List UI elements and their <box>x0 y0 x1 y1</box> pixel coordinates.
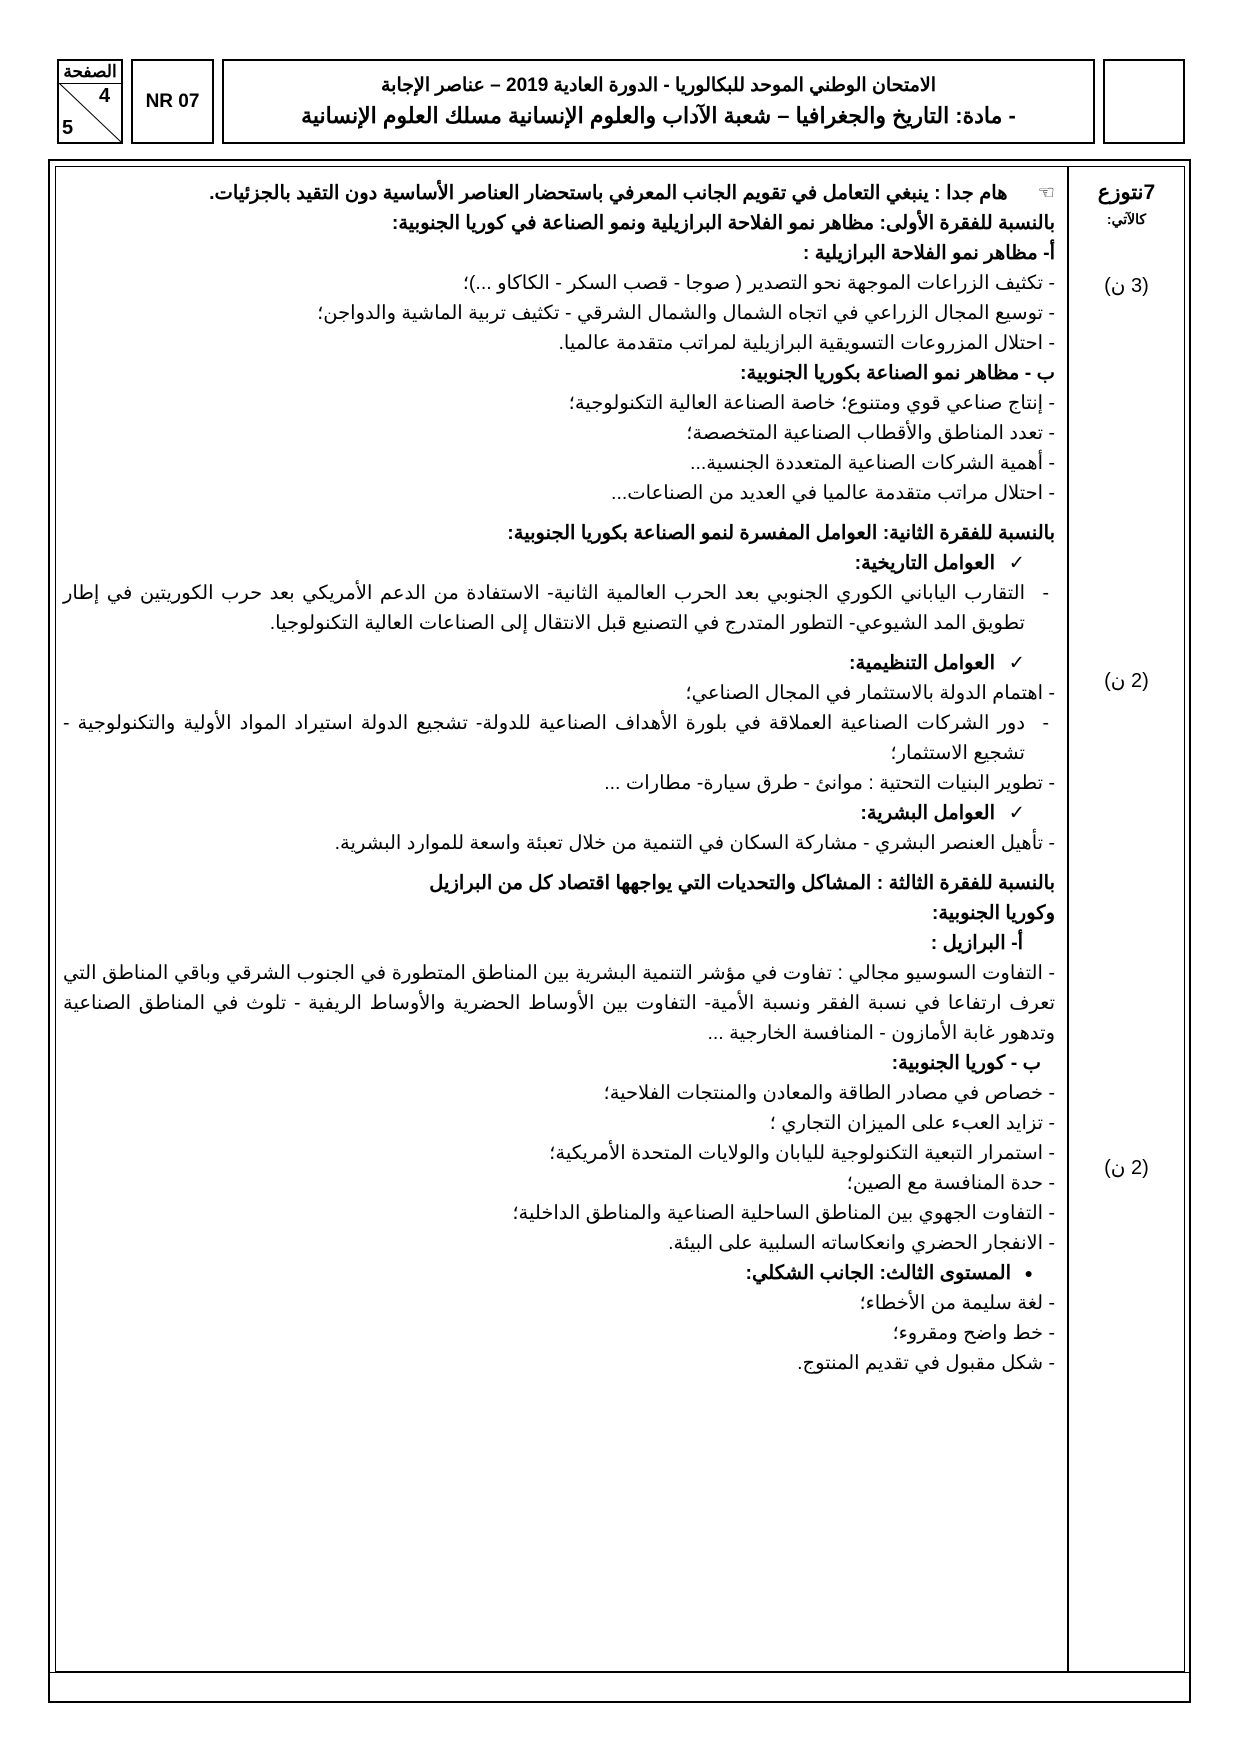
list-item: - حدة المنافسة مع الصين؛ <box>846 1172 1055 1194</box>
list-item: - تطوير البنيات التحتية : موانئ - طرق سيارة- مطارات ... <box>604 772 1055 794</box>
part3-b-title: ب - كوريا الجنوبية: <box>891 1052 1041 1074</box>
level3-title: ● المستوى الثالث: الجانب الشكلي: <box>63 1258 1055 1288</box>
checkmark-icon: ✓ <box>1008 652 1025 674</box>
page-label: الصفحة <box>63 62 117 81</box>
answer-content <box>63 178 1055 1378</box>
list-item: - احتلال المزروعات التسويقية البرازيلية لمراتب متقدمة عالميا. <box>558 332 1055 354</box>
part3-brazil-text: - التفاوت السوسيو مجالي : تفاوت في مؤشر التنمية البشرية بين المناطق المتطورة في الجنوب الشرقي وباقي المناطق التي تعرف ارتفاعا في نسبة الفقر ونسبة الأمية- التفاوت بين الأوساط الحضرية والأوساط الريفية - تلوث في المناطق الصناعية وتدهور غابة الأمازون - المنافسة الخارجية ... <box>63 962 1055 1044</box>
list-item: - أهمية الشركات الصناعية المتعددة الجنسية... <box>690 452 1055 474</box>
exam-code: NR 07 <box>145 91 200 112</box>
list-item: - إنتاج صناعي قوي ومتنوع؛ خاصة الصناعة العالية التكنولوجية؛ <box>568 392 1055 414</box>
list-item: - خط واضح ومقروء؛ <box>892 1322 1055 1344</box>
checkmark-icon: ✓ <box>1008 802 1025 824</box>
page-total: 5 <box>62 117 74 139</box>
list-item: - توسيع المجال الزراعي في اتجاه الشمال والشمال الشرقي - تكثيف تربية الماشية والدواجن؛ <box>317 302 1055 324</box>
list-item: - احتلال مراتب متقدمة عالميا في العديد من الصناعات... <box>611 482 1055 504</box>
points-part1: (3 ن) <box>1104 275 1149 297</box>
frame-bottom-line <box>48 1672 1191 1673</box>
part1-b-title: ب - مظاهر نمو الصناعة بكوريا الجنوبية: <box>740 362 1055 384</box>
list-item: - تعدد المناطق والأقطاب الصناعية المتخصصة؛ <box>686 422 1055 444</box>
points-title-line2: كالآتي: <box>1106 211 1147 227</box>
list-item: - تكثيف الزراعات الموجهة نحو التصدير ( صوجا - قصب السكر - الكاكاو ...)؛ <box>462 272 1055 294</box>
part1-a-title: أ- مظاهر نمو الفلاحة البرازيلية : <box>802 242 1055 264</box>
part3-title: بالنسبة للفقرة الثالثة : المشاكل والتحديات التي يواجهها اقتصاد كل من البرازيل وكوريا الجنوبية: <box>429 872 1055 924</box>
important-note <box>63 178 1055 208</box>
part2-title: بالنسبة للفقرة الثانية: العوامل المفسرة لنمو الصناعة بكوريا الجنوبية: <box>507 522 1055 544</box>
list-item: - تزايد العبء على الميزان التجاري ؛ <box>769 1112 1055 1134</box>
important-note-text: هام جدا : ينبغي التعامل في تقويم الجانب المعرفي باستحضار العناصر الأساسية دون التقيد بالجزئيات. <box>209 182 1008 204</box>
points-title-line1: 7نتوزع <box>1097 181 1156 204</box>
bullet-icon: ● <box>1024 1265 1033 1281</box>
hand-pointer-icon: ☜ <box>1037 182 1055 204</box>
list-item: - خصاص في مصادر الطاقة والمعادن والمنتجات الفلاحية؛ <box>603 1082 1055 1104</box>
exam-title-line2: - مادة: التاريخ والجغرافيا – شعبة الآداب والعلوم الإنسانية مسلك العلوم الإنسانية <box>301 103 1016 128</box>
historical-factors-text: - التقارب الياباني الكوري الجنوبي بعد الحرب العالمية الثانية- الاستفادة من الدعم الأمريكي بعد حرب الكوريتين في إطار تطويق المد الشيوعي- التطور المتدرج في التصنيع قبل الانتقال إلى الصناعات العالية التكنولوجيا. <box>63 582 1049 634</box>
list-item: - استمرار التبعية التكنولوجية لليابان والولايات المتحدة الأمريكية؛ <box>549 1142 1055 1164</box>
list-item: - الانفجار الحضري وانعكاساته السلبية على البيئة. <box>668 1232 1055 1254</box>
list-item: - تأهيل العنصر البشري - مشاركة السكان في التنمية من خلال تعبئة واسعة للموارد البشرية. <box>334 832 1055 854</box>
part3-a-title: أ- البرازيل : <box>930 932 1023 954</box>
points-box <box>1068 166 1185 1672</box>
exam-title-box <box>222 59 1095 144</box>
historical-factors-title: ✓ العوامل التاريخية: <box>63 548 1055 578</box>
page-number: 4 <box>99 85 111 107</box>
list-item: - شكل مقبول في تقديم المنتوج. <box>797 1352 1055 1374</box>
list-item: - اهتمام الدولة بالاستثمار في المجال الصناعي؛ <box>685 682 1055 704</box>
list-item: - دور الشركات الصناعية العملاقة في بلورة الأهداف الصناعية للدولة- تشجيع الدولة استيراد المواد الأولية والتكنولوجية - تشجيع الاستثمار؛ <box>63 712 1049 764</box>
exam-title-line1: الامتحان الوطني الموحد للبكالوريا - الدورة العادية 2019 – عناصر الإجابة <box>380 75 937 96</box>
header-empty-box <box>1103 59 1185 144</box>
list-item: - لغة سليمة من الأخطاء؛ <box>859 1292 1055 1314</box>
page-number-box <box>57 59 123 144</box>
organizational-factors-title: ✓ العوامل التنظيمية: <box>63 648 1055 678</box>
points-part2: (2 ن) <box>1104 670 1149 692</box>
part1-title: بالنسبة للفقرة الأولى: مظاهر نمو الفلاحة البرازيلية ونمو الصناعة في كوريا الجنوبية: <box>391 212 1055 234</box>
exam-code-box <box>131 59 214 144</box>
checkmark-icon: ✓ <box>1008 552 1025 574</box>
list-item: - التفاوت الجهوي بين المناطق الساحلية الصناعية والمناطق الداخلية؛ <box>512 1202 1055 1224</box>
human-factors-title: ✓ العوامل البشرية: <box>63 798 1055 828</box>
points-part3: (2 ن) <box>1104 1157 1149 1179</box>
